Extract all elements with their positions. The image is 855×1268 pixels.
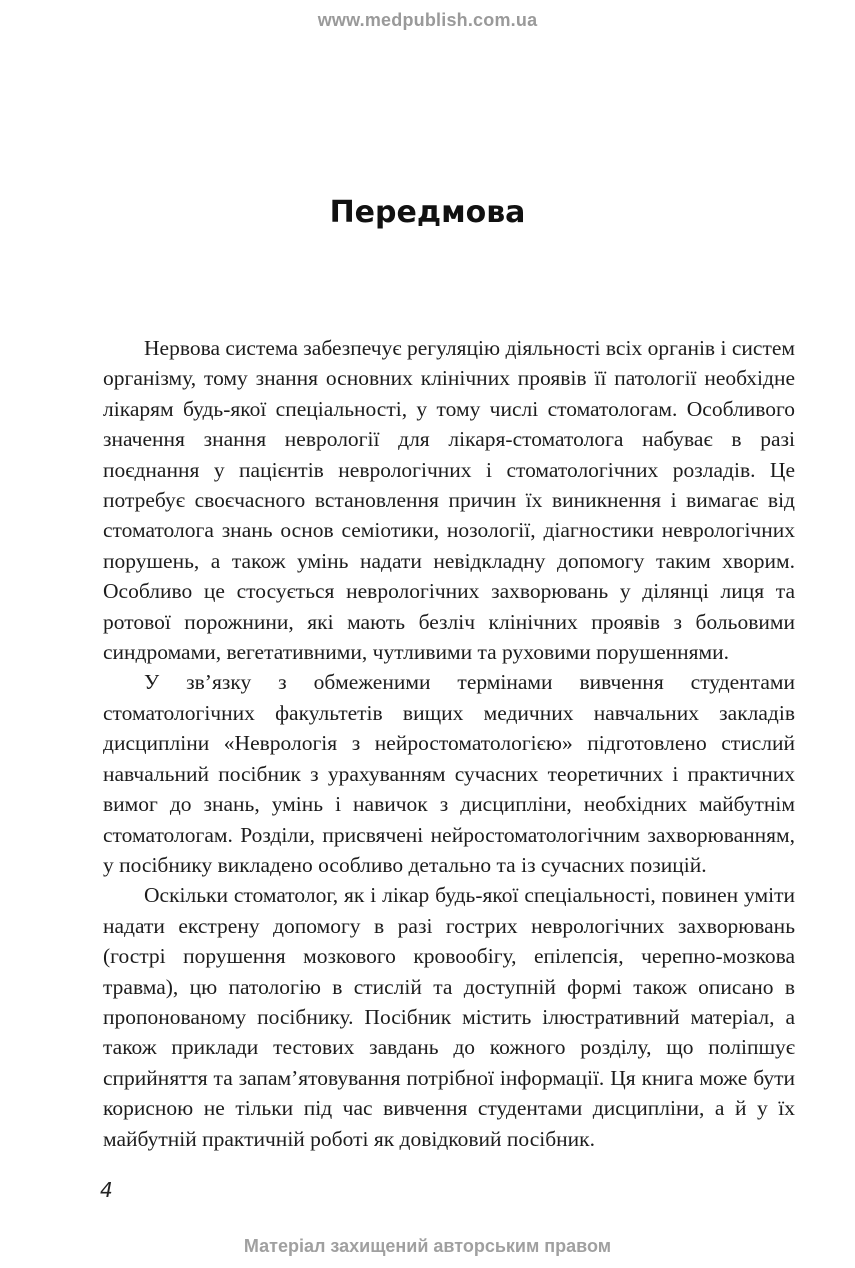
paragraph: Оскільки стоматолог, як і лікар будь-якої спеціальності, повинен уміти надати екстрену допомогу в разі гострих неврологічних захворювань (гострі порушення мозкового кровообігу, епілепсія, черепно-мозкова травма), цю патологію в стислій та доступній формі також описано в пропонованому посібнику. Посібник містить ілюстративний матеріал, а також приклади тестових завдань до кожного розділу, що поліпшує сприйняття та запам’ятовування потрібної інформації. Ця книга може бути корисною не тільки під час вивчення студентами дисципліни, а й у їх майбутній практичній роботі як довідковий посібник. xyxy=(103,883,795,1151)
paragraph: У зв’язку з обмеженими термінами вивчення студентами стоматологічних факультетів вищих медичних навчальних закладів дисципліни «Неврологія з нейростоматологією» підготовлено стислий навчальний посібник з урахуванням сучасних теоретичних і практичних вимог до знань, умінь і навичок з дисципліни, необхідних майбутнім стоматологам. Розділи, присвячені нейростоматологічним захворюванням, у посібнику викладено особливо детально та із сучасних позицій. xyxy=(103,670,795,877)
body-text xyxy=(103,333,795,1154)
paragraph: Нервова система забезпечує регуляцію діяльності всіх органів і систем організму, тому знання основних клінічних проявів її патології необхідне лікарям будь-якої спеціальності, у тому числі стоматологам. Особливого значення знання неврології для лікаря-стоматолога набуває в разі поєднання у пацієнтів неврологічних і стоматологічних розладів. Це потребує своєчасного встановлення причин їх виникнення і вимагає від стоматолога знань основ семіотики, нозології, діагностики неврологічних порушень, а також умінь надати невідкладну допомогу таким хворим. Особливо це стосується неврологічних захворювань у ділянці лиця та ротової порожнини, які мають безліч клінічних проявів з больовими синдромами, вегетативними, чутливими та руховими порушеннями. xyxy=(103,336,795,665)
footer-copyright-notice: Матеріал захищений авторським правом xyxy=(243,1236,612,1256)
page-number: 4 xyxy=(100,1178,113,1202)
header-url: www.medpublish.com.ua xyxy=(317,10,538,30)
page-title: Передмова xyxy=(329,195,526,230)
